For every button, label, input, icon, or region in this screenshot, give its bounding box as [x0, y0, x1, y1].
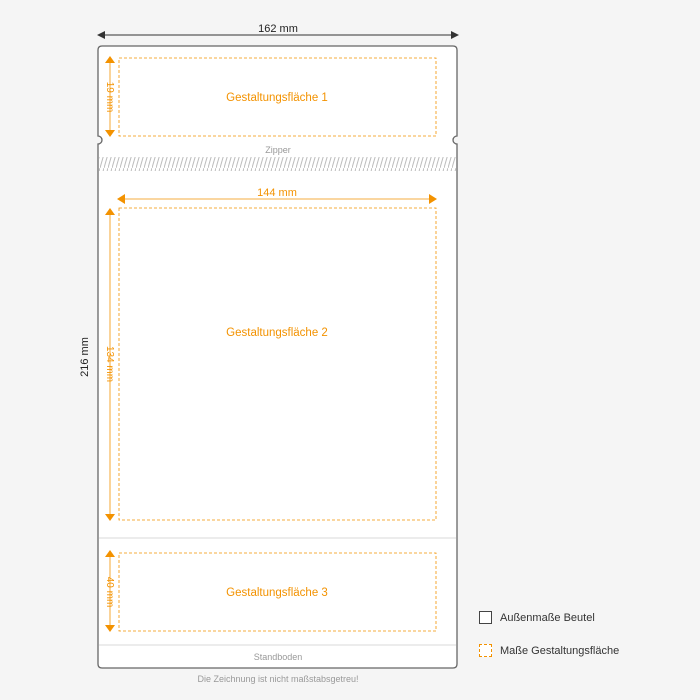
- scale-disclaimer: Die Zeichnung ist nicht maßstabsgetreu!: [197, 674, 359, 684]
- overall-height-label: 216 mm: [79, 337, 91, 377]
- legend-design: [479, 644, 619, 657]
- design-zone-3-label: Gestaltungsfläche 3: [226, 587, 328, 599]
- arrow-right-icon: [451, 31, 459, 39]
- legend-outer-label: Außenmaße Beutel: [500, 611, 595, 624]
- design-zone-1-height: 19 mm: [104, 81, 115, 113]
- zipper-label: Zipper: [265, 145, 291, 155]
- arrow-left-icon: [97, 31, 105, 39]
- inner-width-label: 144 mm: [257, 187, 297, 199]
- outer-size-swatch-icon: [479, 611, 492, 624]
- bottom-label: Standboden: [253, 652, 303, 662]
- design-zone-3-height: 40 mm: [104, 576, 115, 608]
- bag-outline: [98, 46, 457, 668]
- overall-width-dimension: [97, 23, 459, 39]
- design-zone-2-height: 134 mm: [104, 345, 115, 383]
- zipper-hatch: [99, 157, 456, 171]
- legend-design-label: Maße Gestaltungsfläche: [500, 644, 620, 657]
- legend-outer: [479, 611, 595, 624]
- design-zone-2-label: Gestaltungsfläche 2: [226, 327, 328, 339]
- design-zone-1-label: Gestaltungsfläche 1: [226, 92, 328, 104]
- design-area-swatch-icon: [479, 644, 492, 657]
- overall-width-label: 162 mm: [258, 23, 298, 35]
